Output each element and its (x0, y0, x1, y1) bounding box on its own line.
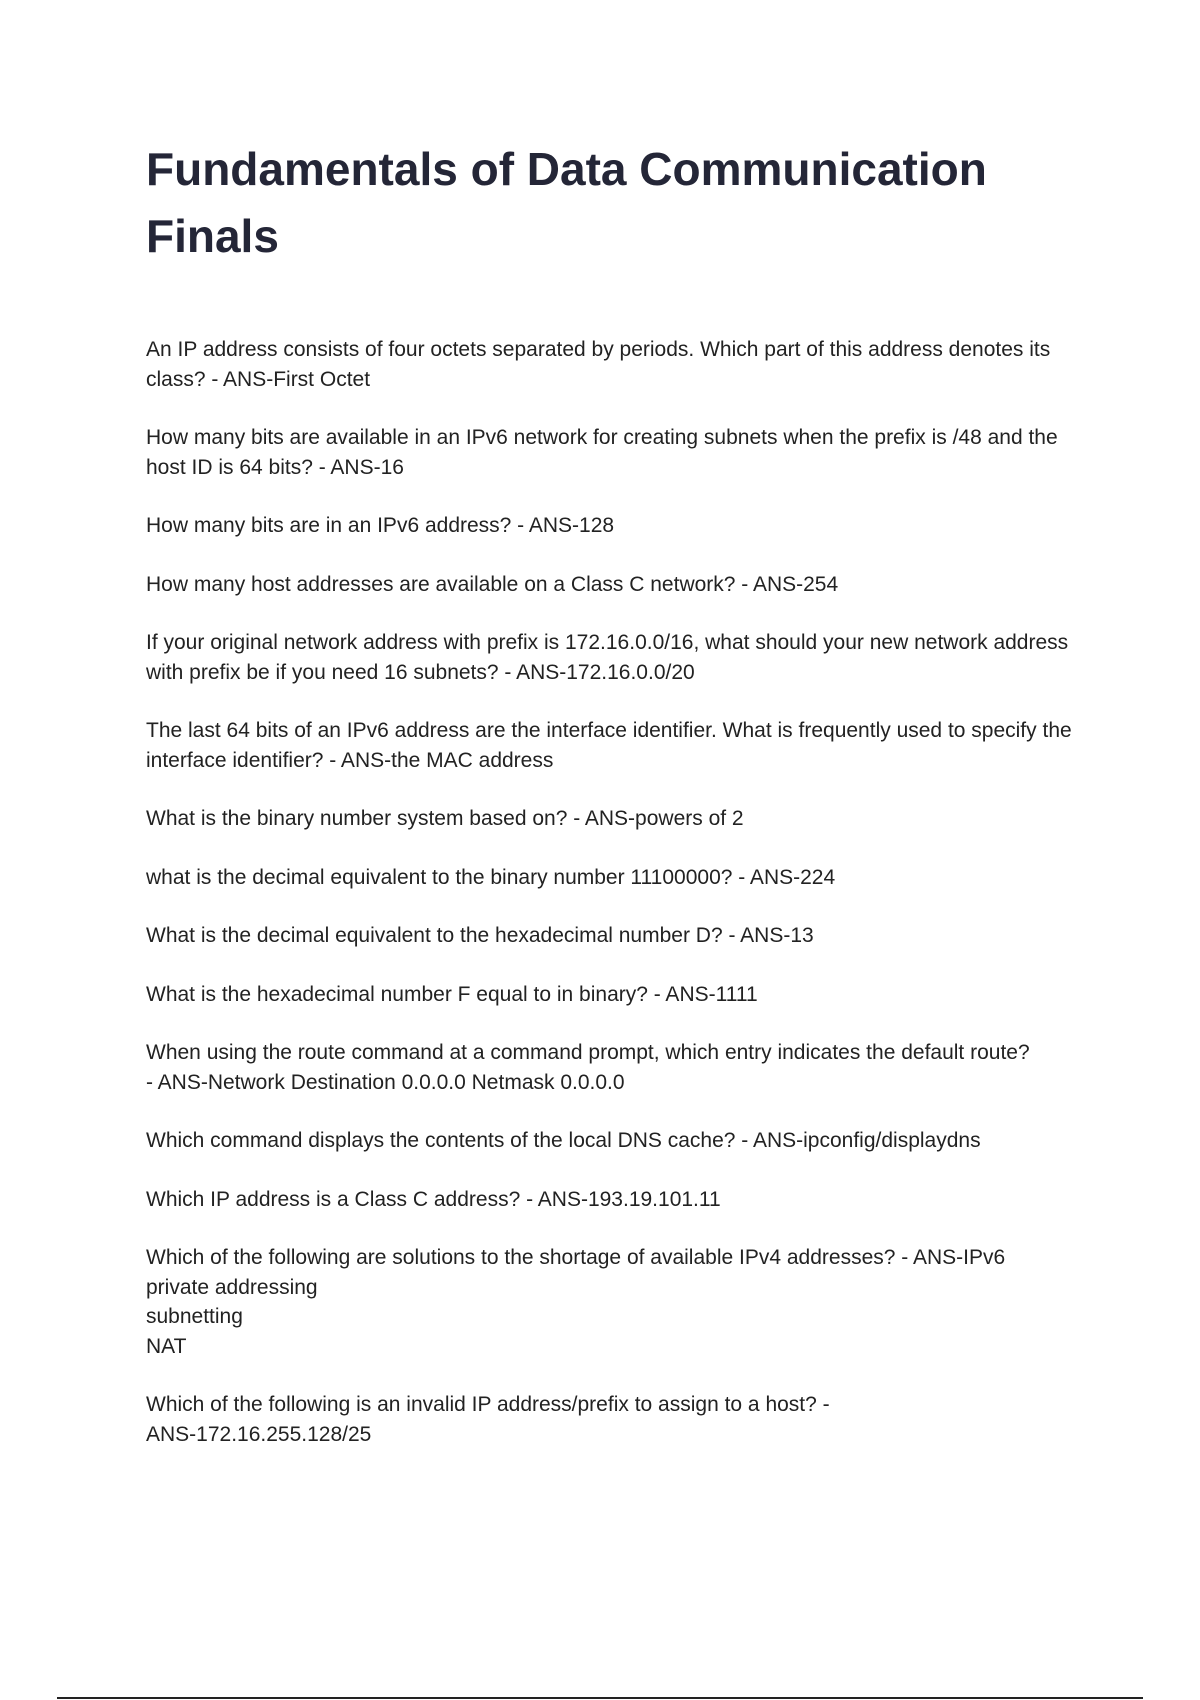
qa-item: When using the route command at a command prompt, which entry indicates the default route? - ANS-Network Destination 0.0.0.0 Netmask 0.0.0.0 (146, 1041, 1030, 1094)
qa-item: Which IP address is a Class C address? - ANS-193.19.101.11 (146, 1187, 721, 1211)
qa-item: What is the binary number system based on? - ANS-powers of 2 (146, 807, 744, 830)
qa-item: The last 64 bits of an IPv6 address are the interface identifier. What is frequently used to specify the interface identifier? - ANS-the MAC address (146, 719, 1072, 772)
qa-item: Which of the following is an invalid IP address/prefix to assign to a host? - ANS-172.16.255.128/25 (146, 1393, 830, 1446)
page-title: Fundamentals of Data Communication Finals (146, 143, 987, 262)
footer-divider (57, 1697, 1143, 1699)
qa-item: How many host addresses are available on a Class C network? - ANS-254 (146, 572, 839, 596)
qa-item: Which command displays the contents of the local DNS cache? - ANS-ipconfig/displaydns (146, 1129, 981, 1152)
qa-item: If your original network address with prefix is 172.16.0.0/16, what should your new network address with prefix be if you need 16 subnets? - ANS-172.16.0.0/20 (146, 631, 1069, 684)
qa-item: What is the decimal equivalent to the hexadecimal number D? - ANS-13 (146, 924, 814, 947)
qa-item: what is the decimal equivalent to the binary number 11100000? - ANS-224 (146, 865, 836, 889)
qa-item: How many bits are in an IPv6 address? - ANS-128 (146, 514, 615, 537)
qa-list (146, 335, 1096, 1478)
qa-item: An IP address consists of four octets separated by periods. Which part of this address denotes its class? - ANS-First Octet (146, 338, 1051, 391)
qa-item: Which of the following are solutions to the shortage of available IPv4 addresses? - ANS-IPv6 private addressing subnetting NAT (146, 1246, 1006, 1358)
qa-item: How many bits are available in an IPv6 network for creating subnets when the prefix is /48 and the host ID is 64 bits? - ANS-16 (146, 426, 1058, 479)
qa-item: What is the hexadecimal number F equal to in binary? - ANS-1111 (146, 982, 758, 1006)
